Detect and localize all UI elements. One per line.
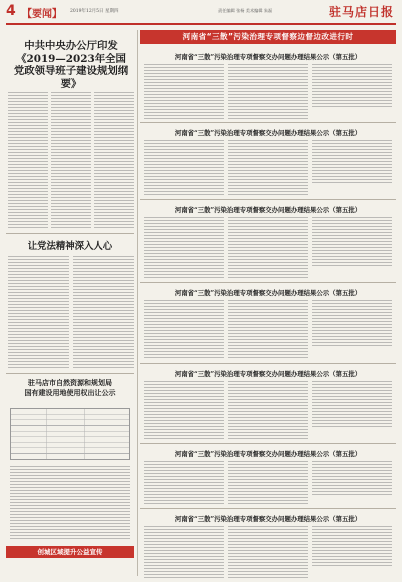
notice-title-line: 驻马店市自然资源和规划局 — [28, 378, 112, 387]
study-article-body-left — [8, 256, 69, 368]
lead-article-body-right — [94, 92, 134, 230]
report-block — [140, 284, 396, 364]
report-body-right — [312, 381, 392, 428]
study-article-body-right — [73, 256, 134, 368]
public-service-banner[interactable]: 创城区域提升公益宣传 — [6, 546, 134, 558]
study-article-title[interactable]: 让党法精神深入人心 — [27, 241, 113, 252]
notice-title-line: 国有建设用地使用权出让公示 — [24, 387, 116, 397]
divider — [6, 373, 134, 374]
report-body-mid — [228, 217, 308, 279]
report-body-right — [312, 64, 392, 108]
report-block — [140, 124, 396, 200]
land-notice-title[interactable] — [6, 378, 134, 397]
page-number: 4 — [6, 3, 16, 19]
lead-title-line: 党政领导班子建设规划纲要》 — [13, 65, 129, 90]
lead-title-line: 《2019—2023年全国 — [16, 52, 126, 65]
divider — [140, 122, 396, 123]
report-body-mid — [228, 140, 308, 197]
divider — [6, 233, 134, 234]
divider — [140, 443, 396, 444]
newspaper-logo: 驻马店日报 — [328, 5, 394, 19]
report-body-right — [312, 461, 392, 497]
column-separator — [137, 30, 138, 576]
report-body-left — [144, 140, 224, 197]
report-body-left — [144, 217, 224, 279]
report-title[interactable]: 河南省“三散”污染治理专项督察交办问题办理结果公示（第五批） — [174, 206, 362, 214]
land-notice-table — [10, 408, 130, 460]
report-title[interactable]: 河南省“三散”污染治理专项督察交办问题办理结果公示（第五批） — [174, 370, 362, 378]
report-body-left — [144, 461, 224, 506]
report-body-left — [144, 381, 224, 440]
report-body-mid — [228, 300, 308, 360]
lead-title-line: 中共中央办公厅印发 — [24, 40, 118, 52]
divider — [140, 363, 396, 364]
issue-date: 2019年12月5日 星期四 — [70, 9, 119, 14]
report-body-mid — [228, 461, 308, 506]
report-body-mid — [228, 381, 308, 440]
report-body-left — [144, 300, 224, 360]
report-title[interactable]: 河南省“三散”污染治理专项督察交办问题办理结果公示（第五批） — [174, 450, 362, 458]
editors-credit: 责任编辑 张杨 美术编辑 朱磊 — [218, 8, 273, 13]
lead-article-body-mid — [51, 92, 91, 230]
report-block — [140, 201, 396, 283]
report-body-left — [144, 526, 224, 578]
lead-article-body-left — [8, 92, 48, 230]
report-body-right — [312, 300, 392, 348]
masthead-rule — [6, 23, 396, 25]
report-block — [140, 365, 396, 444]
report-body-mid — [228, 526, 308, 578]
report-body-right — [312, 526, 392, 566]
section-label: 【要闻】 — [22, 9, 62, 20]
report-body-mid — [228, 64, 308, 120]
report-title[interactable]: 河南省“三散”污染治理专项督察交办问题办理结果公示（第五批） — [174, 53, 362, 61]
report-body-right — [312, 140, 392, 185]
report-title[interactable]: 河南省“三散”污染治理专项督察交办问题办理结果公示（第五批） — [174, 129, 362, 137]
report-block — [140, 48, 396, 123]
lead-article-title[interactable] — [8, 40, 134, 90]
divider — [140, 282, 396, 283]
divider — [140, 508, 396, 509]
report-title[interactable]: 河南省“三散”污染治理专项督察交办问题办理结果公示（第五批） — [174, 289, 362, 297]
report-title[interactable]: 河南省“三散”污染治理专项督察交办问题办理结果公示（第五批） — [174, 515, 362, 523]
report-body-left — [144, 64, 224, 120]
report-block — [140, 510, 396, 580]
report-body-right — [312, 217, 392, 267]
report-block — [140, 445, 396, 509]
divider — [140, 199, 396, 200]
land-notice-body — [10, 466, 130, 540]
special-report-banner: 河南省“三散”污染治理专项督察边督边改进行时 — [140, 30, 396, 44]
